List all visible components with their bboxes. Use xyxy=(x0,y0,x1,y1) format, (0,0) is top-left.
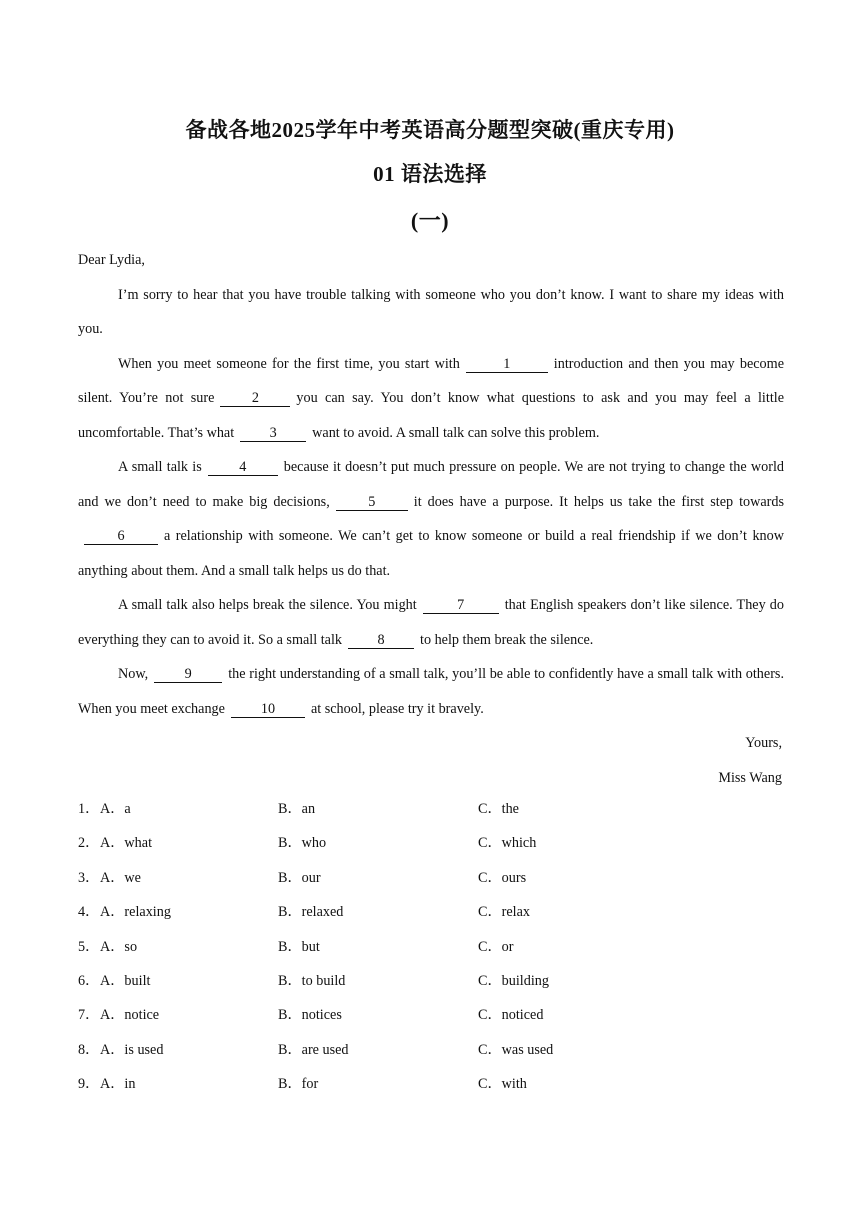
blank-6: 6 xyxy=(84,528,158,545)
paragraph-text: A small talk also helps break the silence. You might xyxy=(118,597,417,613)
option-c: C．relax xyxy=(478,904,531,921)
option-b: B．are used xyxy=(278,1041,349,1058)
letter-body xyxy=(78,243,784,795)
option-b: B．for xyxy=(278,1076,319,1093)
question-row xyxy=(78,826,784,860)
option-c: C．or xyxy=(478,938,514,955)
paragraph-text: you can say. You don’t know what questions to ask and you may feel a little uncomfortable. That’s what xyxy=(78,390,784,441)
paragraph-text: When you meet someone for the first time, you start with xyxy=(118,355,460,372)
question-row xyxy=(78,1067,784,1101)
option-c: C．the xyxy=(478,801,519,817)
option-b: B．relaxed xyxy=(278,904,344,921)
question-number: 3． xyxy=(78,869,100,886)
paragraph-text: the right understanding of a small talk, you’ll be able to confidently have a small talk with others. When you meet exchange xyxy=(78,666,784,717)
option-b: B．an xyxy=(278,801,316,817)
blank-7: 7 xyxy=(423,597,499,614)
blank-8: 8 xyxy=(348,632,414,649)
option-c: C．with xyxy=(478,1076,527,1093)
question-number: 8． xyxy=(78,1041,100,1058)
blank-9: 9 xyxy=(154,666,222,683)
blank-2: 2 xyxy=(220,390,290,407)
option-a: A．so xyxy=(100,938,138,955)
paragraph-text: because it doesn’t put much pressure on people. We are not trying to change the world and we don’t need to make big decisions, xyxy=(78,459,784,510)
blank-4: 4 xyxy=(208,459,278,476)
paragraph-text: it does have a purpose. It helps us take the first step towards xyxy=(413,493,784,510)
question-number: 1． xyxy=(78,801,100,817)
option-a: A．a xyxy=(100,801,131,817)
option-b: B．but xyxy=(278,938,320,955)
answer-options xyxy=(78,792,784,1102)
letter-paragraph-3 xyxy=(78,450,784,588)
letter-paragraph-1: I’m sorry to hear that you have trouble talking with someone who you don’t know. I want to share my ideas with you. xyxy=(78,286,784,337)
question-number: 7． xyxy=(78,1007,100,1024)
paragraph-text: at school, please try it bravely. xyxy=(310,700,484,717)
question-row xyxy=(78,861,784,895)
letter-signature: Miss Wang xyxy=(718,769,782,786)
option-a: A．is used xyxy=(100,1041,164,1058)
letter-paragraph-2 xyxy=(78,347,784,451)
question-number: 5． xyxy=(78,938,100,955)
letter-greeting: Dear Lydia, xyxy=(78,252,145,268)
question-row xyxy=(78,1033,784,1067)
paragraph-text: introduction and then you may become silent. You’re not sure xyxy=(78,355,784,406)
question-row xyxy=(78,895,784,929)
question-row xyxy=(78,930,784,964)
option-c: C．noticed xyxy=(478,1007,544,1024)
option-c: C．ours xyxy=(478,869,527,886)
option-b: B．our xyxy=(278,869,321,886)
question-number: 9． xyxy=(78,1076,100,1093)
option-b: B．to build xyxy=(278,972,346,989)
page-title: 备战各地2025学年中考英语高分题型突破(重庆专用) xyxy=(185,118,675,142)
blank-1: 1 xyxy=(466,356,548,373)
letter-paragraph-4 xyxy=(78,588,784,657)
paragraph-text: want to avoid. A small talk can solve this problem. xyxy=(312,424,600,441)
question-number: 2． xyxy=(78,835,100,852)
blank-5: 5 xyxy=(336,494,408,511)
letter-closing: Yours, xyxy=(745,735,782,751)
paragraph-text: to help them break the silence. xyxy=(420,631,594,648)
question-row xyxy=(78,792,784,826)
section-number: (一) xyxy=(410,208,450,233)
question-number: 6． xyxy=(78,972,100,989)
paragraph-text: that English speakers don’t like silence. They do everything they can to avoid it. So a small talk xyxy=(78,597,784,648)
option-a: A．we xyxy=(100,869,141,886)
option-c: C．was used xyxy=(478,1041,554,1058)
blank-3: 3 xyxy=(240,425,306,442)
option-c: C．building xyxy=(478,972,549,989)
question-number: 4． xyxy=(78,904,100,921)
option-b: B．who xyxy=(278,835,327,852)
paragraph-text: a relationship with someone. We can’t get to know someone or build a real friendship if we don’t know anything about them. And a small talk helps us do that. xyxy=(78,528,784,579)
question-row xyxy=(78,998,784,1032)
paragraph-text: A small talk is xyxy=(118,459,202,475)
option-a: A．in xyxy=(100,1076,136,1093)
option-a: A．notice xyxy=(100,1007,160,1024)
option-b: B．notices xyxy=(278,1007,342,1024)
question-row xyxy=(78,964,784,998)
option-a: A．relaxing xyxy=(100,904,171,921)
section-subtitle: 01 语法选择 xyxy=(373,162,487,186)
option-c: C．which xyxy=(478,835,537,852)
letter-paragraph-5 xyxy=(78,657,784,726)
blank-10: 10 xyxy=(231,701,305,718)
option-a: A．built xyxy=(100,972,151,989)
option-a: A．what xyxy=(100,835,153,852)
paragraph-text: Now, xyxy=(118,666,149,682)
